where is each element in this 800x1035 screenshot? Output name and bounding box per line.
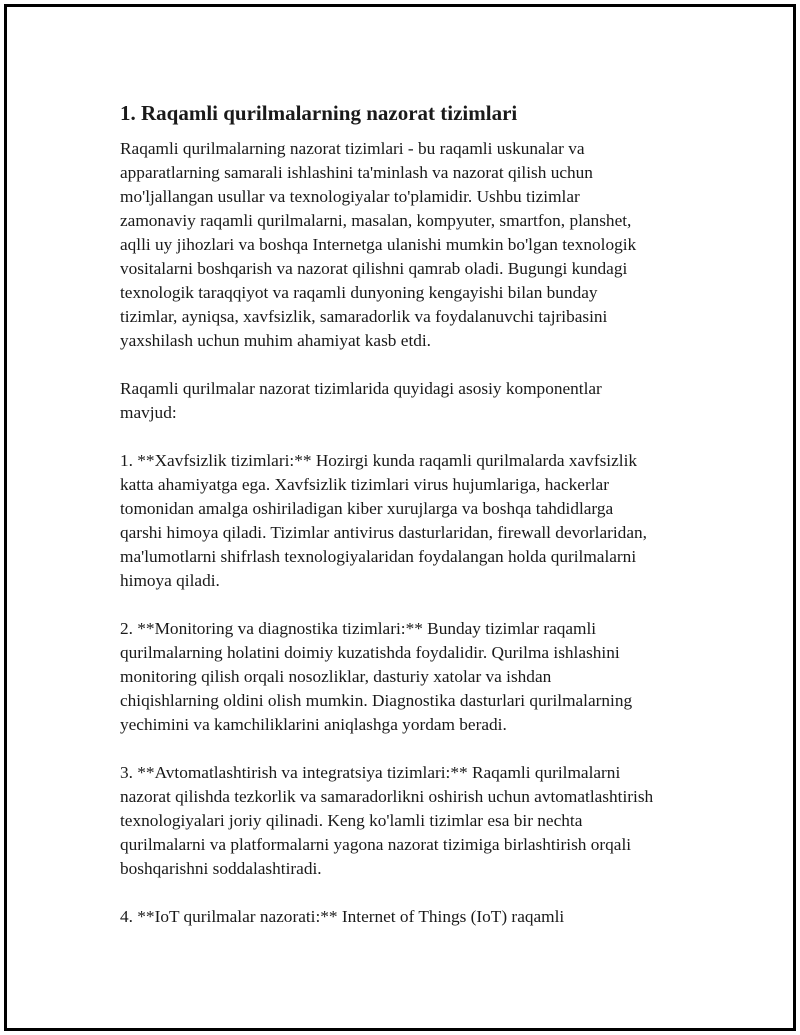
text-line: himoya qiladi. bbox=[120, 571, 220, 590]
text-line: vositalarni boshqarish va nazorat qilishni qamrab oladi. Bugungi kundagi bbox=[120, 259, 628, 278]
text-line: qurilmalarning holatini doimiy kuzatishda foydalidir. Qurilma ishlashini bbox=[120, 643, 620, 662]
paragraph-item-1 bbox=[120, 449, 710, 593]
text-line: 1. **Xavfsizlik tizimlari:** Hozirgi kunda raqamli qurilmalarda xavfsizlik bbox=[120, 451, 638, 470]
text-line: yechimini va kamchiliklarini aniqlashga yordam beradi. bbox=[120, 715, 507, 734]
text-line: ma'lumotlarni shifrlash texnologiyalaridan foydalangan holda qurilmalarni bbox=[120, 547, 637, 566]
text-line: Raqamli qurilmalar nazorat tizimlarida quyidagi asosiy komponentlar bbox=[120, 379, 602, 398]
text-line: 4. **IoT qurilmalar nazorati:** Internet of Things (IoT) raqamli bbox=[120, 907, 565, 926]
paragraph-intro bbox=[120, 137, 710, 353]
text-line: monitoring qilish orqali nosozliklar, dasturiy xatolar va ishdan bbox=[120, 667, 552, 686]
text-line: texnologiyalari joriy qilinadi. Keng ko'lamli tizimlar esa bir nechta bbox=[120, 811, 583, 830]
paragraph-item-3 bbox=[120, 761, 710, 881]
text-line: chiqishlarning oldini olish mumkin. Diagnostika dasturlari qurilmalarning bbox=[120, 691, 633, 710]
paragraph-components-intro bbox=[120, 377, 710, 425]
text-line: tomonidan amalga oshiriladigan kiber xurujlarga va boshqa tahdidlarga bbox=[120, 499, 614, 518]
text-line: aqlli uy jihozlari va boshqa Internetga ulanishi mumkin bo'lgan texnologik bbox=[120, 235, 637, 254]
text-line: tizimlar, ayniqsa, xavfsizlik, samaradorlik va foydalanuvchi tajribasini bbox=[120, 307, 608, 326]
text-line: nazorat qilishda tezkorlik va samaradorlikni oshirish uchun avtomatlashtirish bbox=[120, 787, 654, 806]
text-line: zamonaviy raqamli qurilmalarni, masalan, kompyuter, smartfon, planshet, bbox=[120, 211, 632, 230]
text-line: apparatlarning samarali ishlashini ta'minlash va nazorat qilish uchun bbox=[120, 163, 593, 182]
text-line: yaxshilash uchun muhim ahamiyat kasb etdi. bbox=[120, 331, 432, 350]
text-line: Raqamli qurilmalarning nazorat tizimlari - bu raqamli uskunalar va bbox=[120, 139, 585, 158]
page-frame bbox=[4, 4, 796, 1031]
text-line: 3. **Avtomatlashtirish va integratsiya tizimlari:** Raqamli qurilmalarni bbox=[120, 763, 621, 782]
document-content bbox=[120, 99, 710, 953]
text-line: texnologik taraqqiyot va raqamli dunyoning kengayishi bilan bunday bbox=[120, 283, 598, 302]
text-line: katta ahamiyatga ega. Xavfsizlik tizimlari virus hujumlariga, hackerlar bbox=[120, 475, 609, 494]
text-line: qarshi himoya qiladi. Tizimlar antivirus dasturlaridan, firewall devorlaridan, bbox=[120, 523, 647, 542]
text-line: mavjud: bbox=[120, 403, 177, 422]
text-line: qurilmalarni va platformalarni yagona nazorat tizimiga birlashtirish orqali bbox=[120, 835, 632, 854]
text-line: boshqarishni soddalashtiradi. bbox=[120, 859, 322, 878]
text-line: mo'ljallangan usullar va texnologiyalar to'plamidir. Ushbu tizimlar bbox=[120, 187, 580, 206]
section-heading: 1. Raqamli qurilmalarning nazorat tizimlari bbox=[120, 101, 518, 125]
text-line: 2. **Monitoring va diagnostika tizimlari:** Bunday tizimlar raqamli bbox=[120, 619, 597, 638]
paragraph-item-2 bbox=[120, 617, 710, 737]
paragraph-item-4 bbox=[120, 905, 710, 929]
